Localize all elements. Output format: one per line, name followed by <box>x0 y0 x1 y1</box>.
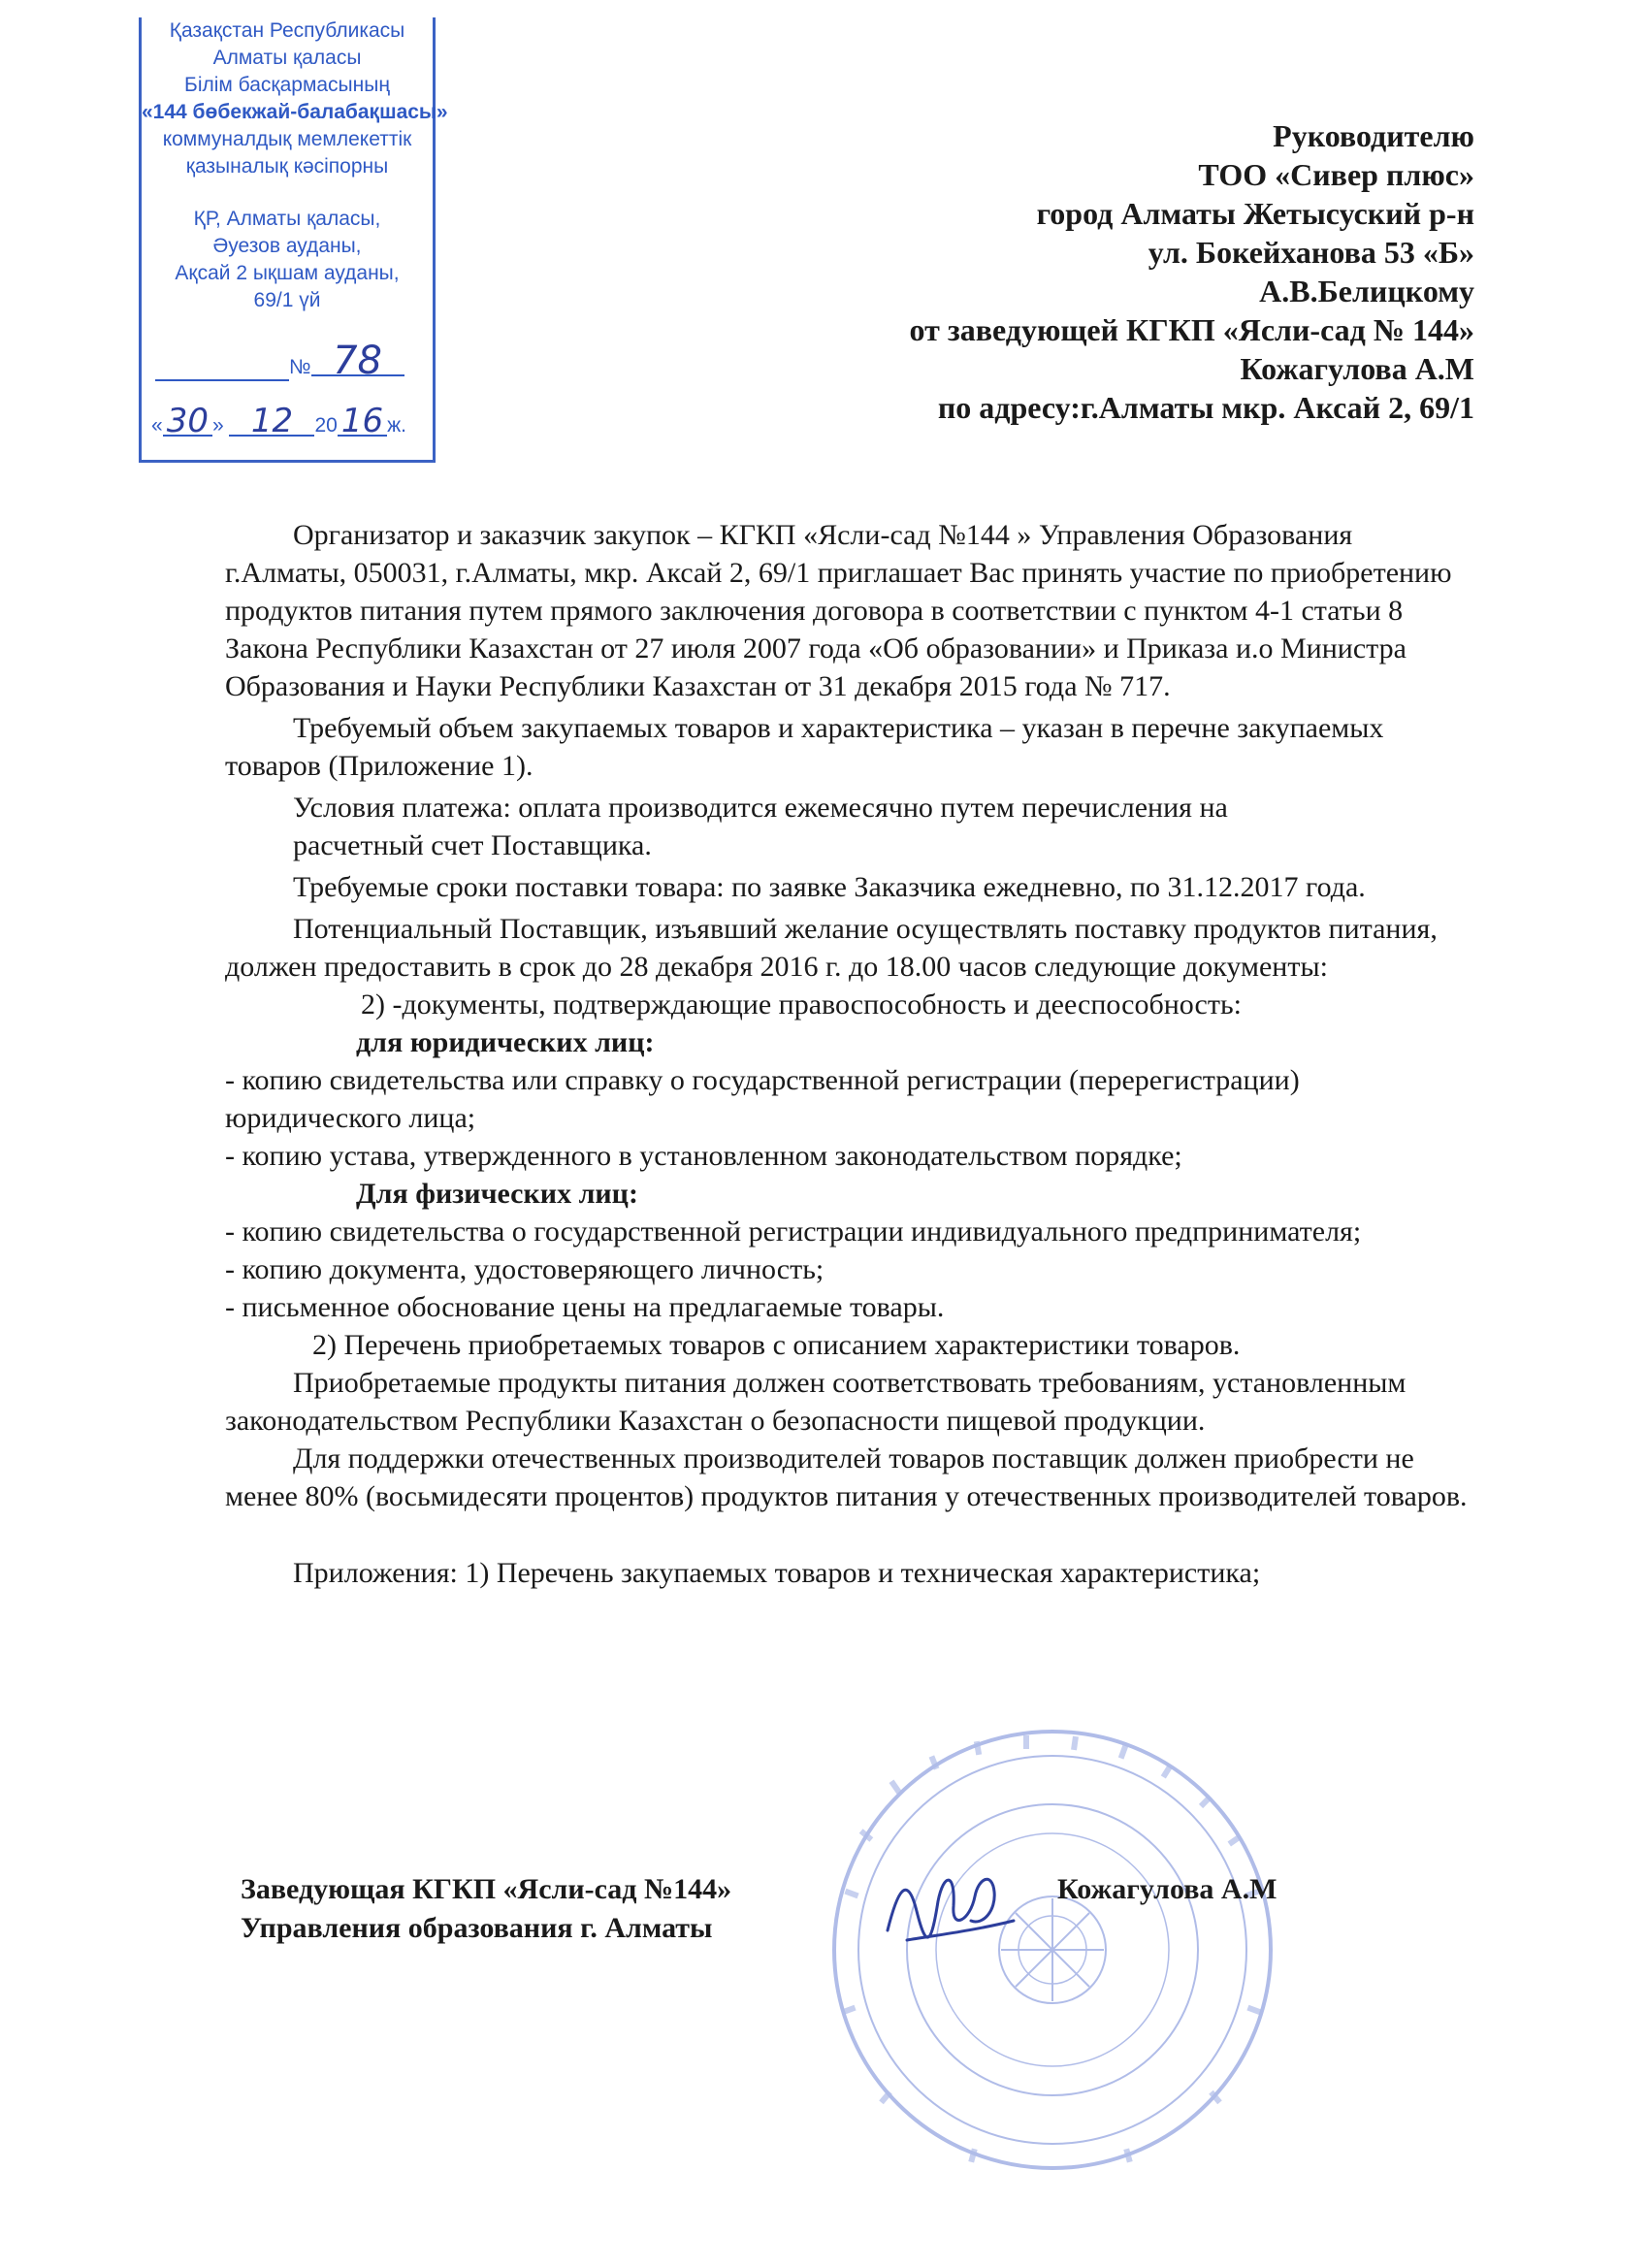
stamp-line: қазыналық кәсіпорны <box>185 155 389 178</box>
registration-stamp <box>139 17 448 463</box>
addressee-line: город Алматы Жетысуский р-н <box>1036 196 1474 231</box>
stamp-date-day: 30 <box>163 407 212 437</box>
signature-name: Кожагулова А.М <box>1057 1873 1277 1905</box>
stamp-date-year-prefix: 20 <box>314 414 338 437</box>
stamp-line: Ақсай 2 ықшам ауданы, <box>175 262 400 284</box>
list-item: 2) Перечень приобретаемых товаров с описанием характеристики товаров. <box>312 1329 1241 1361</box>
list-item: 2) -документы, подтверждающие правоспособность и дееспособность: <box>361 988 1242 1021</box>
body-paragraph: Для поддержки отечественных производителей товаров поставщик должен приобрести не менее 80% (восьмидесяти процентов) продуктов питания у отечественных производителей товаров. <box>225 1442 1468 1512</box>
stamp-date-month: 12 <box>229 407 314 437</box>
body-paragraph: Требуемый объем закупаемых товаров и характеристика – указан в перечне закупаемых товаров (Приложение 1). <box>225 712 1384 782</box>
list-item: - копию устава, утвержденного в установленном законодательством порядке; <box>225 1140 1182 1172</box>
letter-body <box>225 516 1476 1592</box>
stamp-date-row <box>151 402 429 440</box>
list-item: - копию свидетельства или справку о государственной регистрации (перерегистрации) юридического лица; <box>225 1064 1300 1134</box>
section-heading: для юридических лиц: <box>356 1026 655 1058</box>
body-paragraph: расчетный счет Поставщика. <box>293 829 652 861</box>
stamp-number-label: № <box>289 356 311 378</box>
body-paragraph: Организатор и заказчик закупок – КГКП «Ясли-сад №144 » Управления Образования г.Алматы, 050031, г.Алматы, мкр. Аксай 2, 69/1 приглашает Вас принять участие по приобретению продуктов питания путем прямого заключения договора в соответствии с пунктом 4-1 статьи 8 Закона Республики Казахстан от 27 июля 2007 года «Об образовании» и Приказа и.о Министра Образования и Науки Республики Казахстан от 31 декабря 2015 года № 717. <box>225 519 1452 702</box>
addressee-line: Кожагулова А.М <box>1240 351 1474 386</box>
stamp-line: ҚР, Алматы қаласы, <box>193 208 381 230</box>
stamp-date-open: « <box>151 414 163 437</box>
addressee-line: ул. Бокейханова 53 «Б» <box>1148 235 1474 270</box>
addressee-line: по адресу:г.Алматы мкр. Аксай 2, 69/1 <box>937 390 1474 425</box>
addressee-block <box>640 116 1474 427</box>
stamp-line: Білім басқармасының <box>184 74 390 96</box>
signature-organization: Управления образования г. Алматы <box>241 1912 713 1944</box>
section-heading: Для физических лиц: <box>356 1178 638 1210</box>
stamp-line: Алматы қаласы <box>212 47 362 69</box>
addressee-line: А.В.Белицкому <box>1259 274 1474 308</box>
addressee-line: Руководителю <box>1273 118 1474 153</box>
body-paragraph: Приобретаемые продукты питания должен соответствовать требованиям, установленным законодательством Республики Казахстан о безопасности пищевой продукции. <box>225 1367 1406 1437</box>
stamp-number-row <box>155 339 423 383</box>
stamp-line: коммуналдық мемлекеттік <box>162 128 412 150</box>
addressee-line: ТОО «Сивер плюс» <box>1198 157 1474 192</box>
appendix-line: Приложения: 1) Перечень закупаемых товаров и техническая характеристика; <box>293 1557 1261 1589</box>
signature-title: Заведующая КГКП «Ясли-сад №144» <box>241 1873 732 1905</box>
stamp-date-suffix: ж. <box>387 414 406 437</box>
addressee-line: от заведующей КГКП «Ясли-сад № 144» <box>909 312 1474 347</box>
stamp-line: Қазақстан Республикасы <box>169 19 405 42</box>
body-paragraph: Условия платежа: оплата производится ежемесячно путем перечисления на <box>293 792 1228 824</box>
body-paragraph: Требуемые сроки поставки товара: по заявке Заказчика ежедневно, по 31.12.2017 года. <box>293 871 1366 903</box>
body-paragraph: Потенциальный Поставщик, изъявший желание осуществлять поставку продуктов питания, должен предоставить в срок до 28 декабря 2016 г. до 18.00 часов следующие документы: <box>225 913 1438 983</box>
stamp-number-value: 78 <box>311 347 404 376</box>
list-item: - письменное обоснование цены на предлагаемые товары. <box>225 1291 945 1323</box>
stamp-date-year: 16 <box>338 407 387 437</box>
stamp-line: «144 бөбекжай-балабақшасы» <box>142 101 448 123</box>
stamp-line: 69/1 үй <box>253 289 321 311</box>
stamp-line: Әуезов ауданы, <box>212 235 362 257</box>
list-item: - копию документа, удостоверяющего личность; <box>225 1253 824 1285</box>
signature-block <box>241 1870 1405 1948</box>
list-item: - копию свидетельства о государственной регистрации индивидуального предпринимателя; <box>225 1215 1362 1247</box>
stamp-date-close: » <box>211 414 224 437</box>
